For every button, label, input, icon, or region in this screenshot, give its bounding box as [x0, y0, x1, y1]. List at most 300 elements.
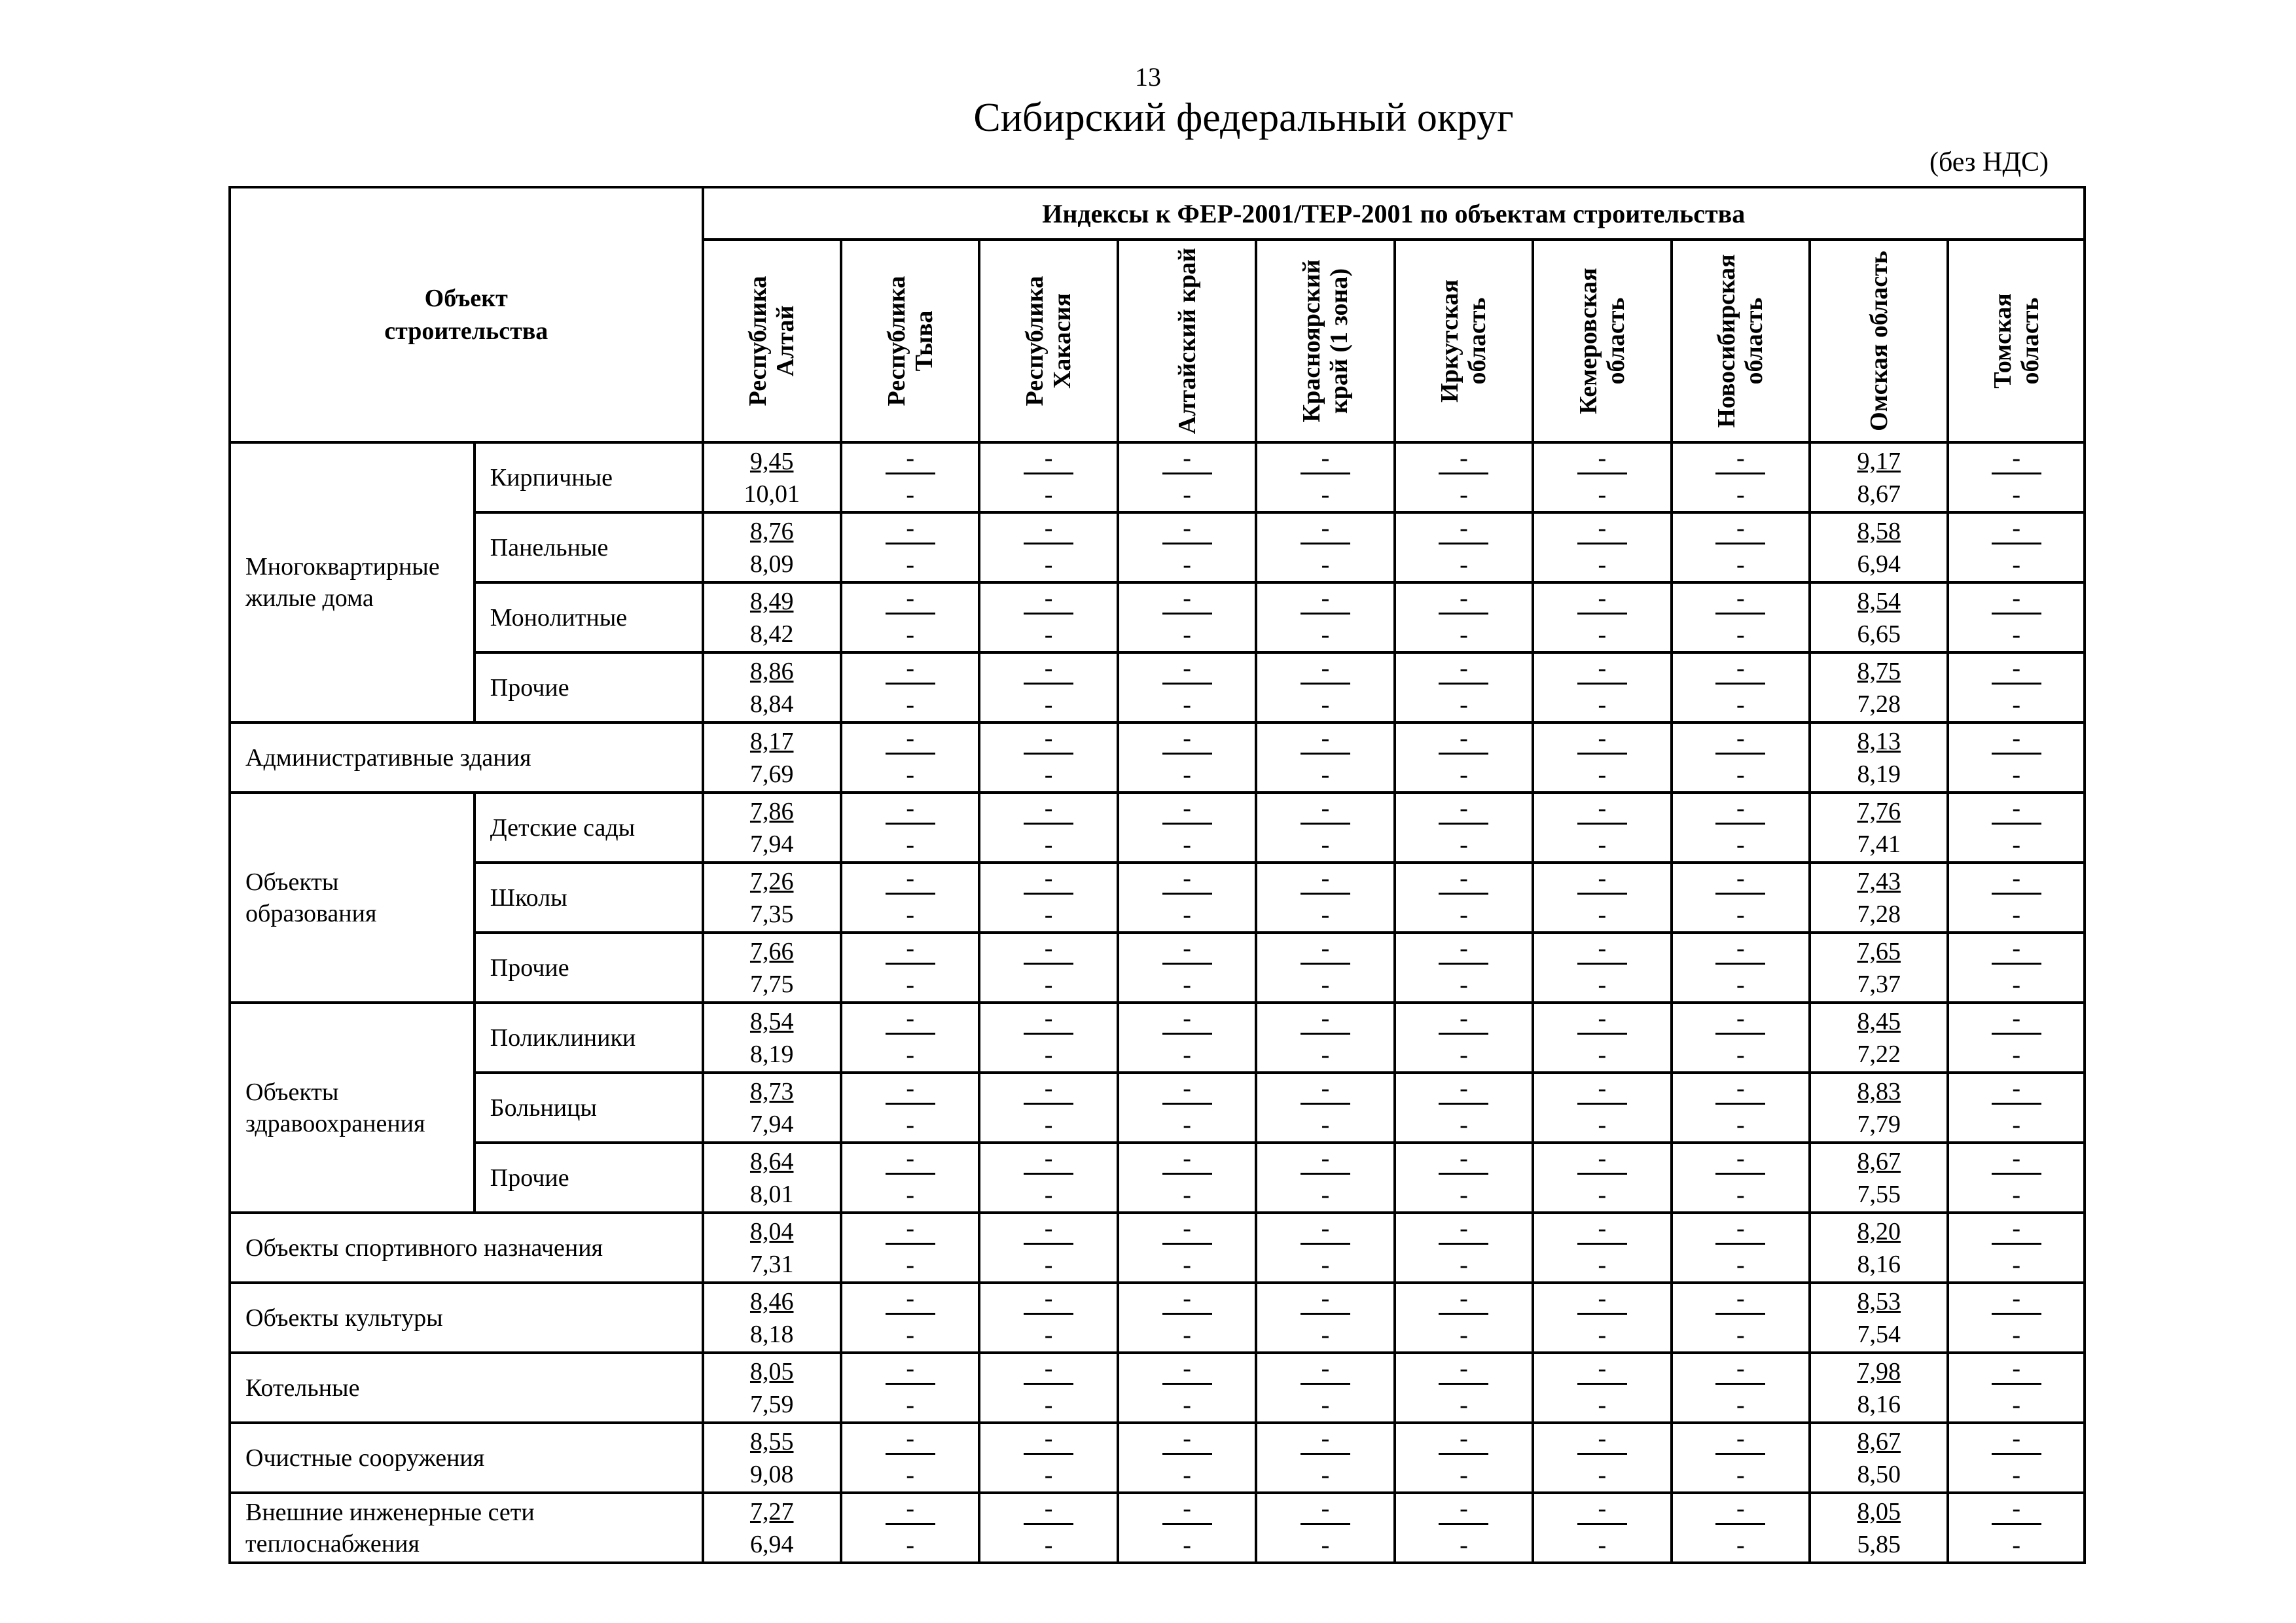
index-value-cell	[1118, 1493, 1256, 1563]
index-value-cell	[1118, 1213, 1256, 1283]
empty-value-bottom: -	[1183, 901, 1191, 929]
index-value-cell	[1810, 1493, 1948, 1563]
empty-value-top: -	[1024, 1424, 1073, 1455]
table-row	[230, 863, 2085, 933]
table-row	[230, 582, 2085, 652]
empty-value-top: -	[1439, 724, 1488, 755]
page-number: 13	[1135, 62, 1161, 92]
region-header-label	[1989, 243, 2044, 439]
region-name-line1: Республика	[882, 276, 910, 406]
empty-value-top: -	[1439, 514, 1488, 544]
index-value-top: 7,98	[1857, 1357, 1901, 1385]
table-header	[230, 187, 2085, 442]
object-subtype-label: Больницы	[475, 1073, 703, 1143]
index-value-cell	[1256, 442, 1394, 512]
index-value-cell	[1810, 1073, 1948, 1143]
object-subtype-label: Монолитные	[475, 582, 703, 652]
index-value-bottom: 7,79	[1857, 1110, 1901, 1138]
empty-value-top: -	[886, 444, 935, 474]
index-value-cell	[1948, 933, 2085, 1003]
index-value-cell	[1256, 652, 1394, 722]
index-value-cell	[1118, 652, 1256, 722]
empty-value-top: -	[1300, 444, 1350, 474]
empty-value-top: -	[1439, 794, 1488, 825]
empty-value-bottom: -	[1183, 831, 1191, 859]
empty-value-bottom: -	[1598, 1391, 1607, 1419]
index-value-cell	[841, 442, 979, 512]
index-value-cell	[1533, 1283, 1671, 1353]
empty-value-bottom: -	[1736, 1391, 1745, 1419]
empty-value-top: -	[1162, 1214, 1212, 1245]
empty-value-bottom: -	[906, 1391, 914, 1419]
object-subtype-label: Прочие	[475, 933, 703, 1003]
region-header-label	[1575, 243, 1630, 439]
index-value-bottom: 8,19	[749, 1040, 794, 1068]
object-group-label: Многоквартирные жилые дома	[230, 442, 475, 722]
empty-value-bottom: -	[1736, 901, 1745, 929]
object-subtype-label: Школы	[475, 863, 703, 933]
empty-value-bottom: -	[1736, 621, 1745, 649]
index-value-top: 8,83	[1857, 1077, 1901, 1105]
empty-value-bottom: -	[1321, 481, 1330, 508]
empty-value-top: -	[886, 1494, 935, 1525]
index-value-top: 8,54	[1857, 587, 1901, 615]
empty-value-top: -	[1577, 724, 1627, 755]
empty-value-bottom: -	[906, 691, 914, 719]
empty-value-bottom: -	[1321, 1461, 1330, 1489]
empty-value-bottom: -	[1044, 551, 1053, 579]
empty-value-top: -	[1577, 444, 1627, 474]
index-value-cell	[841, 652, 979, 722]
index-value-cell	[1672, 1493, 1810, 1563]
empty-value-top: -	[886, 1424, 935, 1455]
empty-value-bottom: -	[1321, 1041, 1330, 1069]
empty-value-bottom: -	[1321, 901, 1330, 929]
index-value-cell	[1533, 863, 1671, 933]
empty-value-bottom: -	[2012, 551, 2021, 579]
empty-value-bottom: -	[2012, 971, 2021, 999]
index-value-bottom: 7,35	[749, 900, 794, 928]
empty-value-top: -	[1715, 1214, 1765, 1245]
table-row	[230, 1073, 2085, 1143]
index-value-cell	[841, 933, 979, 1003]
index-value-cell	[703, 442, 841, 512]
empty-value-top: -	[886, 654, 935, 685]
empty-value-bottom: -	[1598, 1531, 1607, 1559]
object-subtype-label: Детские сады	[475, 793, 703, 863]
empty-value-bottom: -	[1321, 1181, 1330, 1209]
index-value-top: 8,04	[749, 1217, 794, 1245]
empty-value-top: -	[1162, 1144, 1212, 1175]
empty-value-bottom: -	[1598, 901, 1607, 929]
empty-value-top: -	[1439, 1214, 1488, 1245]
index-value-cell	[1672, 442, 1810, 512]
empty-value-bottom: -	[2012, 1111, 2021, 1139]
region-header	[1810, 240, 1948, 442]
empty-value-bottom: -	[1736, 551, 1745, 579]
empty-value-top: -	[886, 1284, 935, 1315]
empty-value-top: -	[1024, 794, 1073, 825]
empty-value-bottom: -	[906, 621, 914, 649]
empty-value-top: -	[1162, 584, 1212, 615]
empty-value-top: -	[1992, 1144, 2041, 1175]
index-value-cell	[1533, 1003, 1671, 1073]
region-name-line2: Алтай	[772, 305, 800, 377]
empty-value-top: -	[1024, 934, 1073, 965]
empty-value-bottom: -	[1460, 1391, 1468, 1419]
empty-value-bottom: -	[1183, 1111, 1191, 1139]
empty-value-top: -	[1439, 1494, 1488, 1525]
index-value-cell	[979, 863, 1117, 933]
index-value-cell	[703, 1423, 841, 1493]
index-value-cell	[1948, 722, 2085, 793]
index-value-cell	[1256, 1003, 1394, 1073]
empty-value-bottom: -	[1460, 1461, 1468, 1489]
empty-value-bottom: -	[1183, 691, 1191, 719]
index-value-cell	[1118, 1423, 1256, 1493]
empty-value-bottom: -	[1321, 551, 1330, 579]
object-type-label: Объекты спортивного назначения	[230, 1213, 703, 1283]
empty-value-bottom: -	[1598, 1111, 1607, 1139]
empty-value-bottom: -	[1044, 971, 1053, 999]
index-value-cell	[1672, 1143, 1810, 1213]
index-value-top: 8,76	[749, 517, 794, 545]
index-value-cell	[979, 793, 1117, 863]
empty-value-top: -	[1024, 654, 1073, 685]
index-value-cell	[1395, 722, 1533, 793]
empty-value-top: -	[1300, 794, 1350, 825]
index-value-cell	[1533, 652, 1671, 722]
empty-value-top: -	[1024, 864, 1073, 895]
empty-value-bottom: -	[1044, 621, 1053, 649]
index-value-cell	[1395, 582, 1533, 652]
empty-value-top: -	[1992, 1424, 2041, 1455]
index-value-cell	[1672, 722, 1810, 793]
empty-value-bottom: -	[906, 1111, 914, 1139]
index-value-cell	[703, 1143, 841, 1213]
index-value-cell	[1672, 582, 1810, 652]
index-value-bottom: 8,09	[749, 550, 794, 578]
index-value-cell	[1810, 1143, 1948, 1213]
empty-value-top: -	[1024, 514, 1073, 544]
empty-value-bottom: -	[1598, 691, 1607, 719]
index-value-cell	[841, 863, 979, 933]
index-value-bottom: 8,19	[1857, 760, 1901, 788]
empty-value-bottom: -	[1321, 761, 1330, 789]
index-value-cell	[1948, 1143, 2085, 1213]
empty-value-top: -	[1024, 1284, 1073, 1315]
index-value-cell	[1256, 1423, 1394, 1493]
empty-value-bottom: -	[1044, 1041, 1053, 1069]
index-value-cell	[979, 933, 1117, 1003]
empty-value-top: -	[1715, 1074, 1765, 1105]
index-value-cell	[1256, 1213, 1394, 1283]
index-value-top: 8,13	[1857, 727, 1901, 755]
empty-value-bottom: -	[1321, 1321, 1330, 1349]
index-value-cell	[1810, 722, 1948, 793]
index-value-top: 8,45	[1857, 1007, 1901, 1035]
empty-value-bottom: -	[1321, 621, 1330, 649]
index-value-cell	[1118, 722, 1256, 793]
empty-value-bottom: -	[906, 1461, 914, 1489]
index-value-cell	[1948, 512, 2085, 582]
region-header	[1118, 240, 1256, 442]
empty-value-bottom: -	[1460, 761, 1468, 789]
empty-value-top: -	[1992, 1074, 2041, 1105]
empty-value-bottom: -	[1044, 1111, 1053, 1139]
empty-value-bottom: -	[906, 1041, 914, 1069]
index-value-top: 8,46	[749, 1287, 794, 1315]
empty-value-top: -	[1162, 724, 1212, 755]
index-value-cell	[841, 1003, 979, 1073]
empty-value-bottom: -	[1044, 901, 1053, 929]
index-value-top: 7,26	[749, 867, 794, 895]
empty-value-bottom: -	[1598, 971, 1607, 999]
index-value-cell	[1810, 1003, 1948, 1073]
index-value-cell	[1533, 793, 1671, 863]
empty-value-top: -	[1439, 934, 1488, 965]
empty-value-bottom: -	[1736, 1181, 1745, 1209]
empty-value-top: -	[886, 1144, 935, 1175]
index-value-cell	[841, 512, 979, 582]
table-body	[230, 442, 2085, 1563]
index-value-top: 7,27	[749, 1497, 794, 1525]
empty-value-bottom: -	[906, 551, 914, 579]
index-value-cell	[1533, 442, 1671, 512]
index-value-cell	[1810, 793, 1948, 863]
region-name-line1: Новосибирская	[1713, 254, 1741, 428]
index-value-cell	[1395, 1283, 1533, 1353]
empty-value-top: -	[1715, 1144, 1765, 1175]
empty-value-bottom: -	[1598, 1461, 1607, 1489]
index-value-cell	[1118, 1353, 1256, 1423]
empty-value-top: -	[1992, 794, 2041, 825]
index-value-cell	[1118, 442, 1256, 512]
unit-note: (без НДС)	[1929, 147, 2049, 177]
empty-value-bottom: -	[1183, 621, 1191, 649]
empty-value-top: -	[1992, 584, 2041, 615]
object-header	[230, 187, 703, 442]
empty-value-top: -	[886, 1354, 935, 1385]
index-value-cell	[703, 933, 841, 1003]
index-value-cell	[703, 512, 841, 582]
object-type-label: Объекты культуры	[230, 1283, 703, 1353]
region-header	[841, 240, 979, 442]
region-name-line2: область	[2016, 297, 2044, 385]
index-value-cell	[1948, 652, 2085, 722]
index-value-cell	[1948, 582, 2085, 652]
index-value-top: 8,67	[1857, 1427, 1901, 1455]
empty-value-top: -	[1024, 1494, 1073, 1525]
index-value-cell	[1672, 1353, 1810, 1423]
index-value-top: 8,55	[749, 1427, 794, 1455]
empty-value-top: -	[1439, 864, 1488, 895]
empty-value-top: -	[1162, 514, 1212, 544]
region-name-line1: Омская область	[1865, 251, 1893, 431]
empty-value-top: -	[1992, 1354, 2041, 1385]
empty-value-top: -	[1024, 1074, 1073, 1105]
empty-value-bottom: -	[1736, 1461, 1745, 1489]
object-subtype-label: Панельные	[475, 512, 703, 582]
empty-value-top: -	[1577, 1354, 1627, 1385]
empty-value-bottom: -	[1736, 831, 1745, 859]
empty-value-top: -	[886, 514, 935, 544]
empty-value-bottom: -	[1598, 1181, 1607, 1209]
empty-value-top: -	[1577, 1144, 1627, 1175]
index-value-cell	[979, 1073, 1117, 1143]
index-value-cell	[1948, 442, 2085, 512]
index-value-cell	[1948, 1073, 2085, 1143]
empty-value-bottom: -	[1183, 971, 1191, 999]
empty-value-top: -	[1162, 1074, 1212, 1105]
index-value-cell	[841, 1143, 979, 1213]
empty-value-top: -	[1300, 934, 1350, 965]
empty-value-top: -	[1992, 724, 2041, 755]
empty-value-bottom: -	[1183, 1321, 1191, 1349]
empty-value-top: -	[1992, 1284, 2041, 1315]
index-value-cell	[703, 582, 841, 652]
index-value-cell	[1256, 1283, 1394, 1353]
object-type-label: Очистные сооружения	[230, 1423, 703, 1493]
empty-value-top: -	[886, 1004, 935, 1035]
index-value-cell	[1395, 1143, 1533, 1213]
object-subtype-label: Прочие	[475, 1143, 703, 1213]
empty-value-bottom: -	[1598, 831, 1607, 859]
empty-value-bottom: -	[1321, 1251, 1330, 1279]
index-value-cell	[979, 1353, 1117, 1423]
empty-value-bottom: -	[1044, 1251, 1053, 1279]
index-value-top: 9,45	[749, 447, 794, 475]
object-subtype-label: Прочие	[475, 652, 703, 722]
empty-value-bottom: -	[1460, 1251, 1468, 1279]
index-value-cell	[1118, 1283, 1256, 1353]
region-header-label	[1298, 243, 1353, 439]
indices-group-header: Индексы к ФЕР-2001/ТЕР-2001 по объектам строительства	[703, 187, 2085, 240]
index-value-cell	[841, 1493, 979, 1563]
index-value-cell	[1810, 512, 1948, 582]
region-header-label	[1021, 243, 1076, 439]
index-table	[228, 186, 2086, 1564]
region-header-label	[1436, 243, 1491, 439]
index-value-cell	[1948, 1493, 2085, 1563]
empty-value-top: -	[1300, 514, 1350, 544]
index-value-top: 8,54	[749, 1007, 794, 1035]
index-value-cell	[1810, 442, 1948, 512]
index-value-bottom: 7,54	[1857, 1320, 1901, 1348]
index-value-cell	[1395, 1213, 1533, 1283]
region-name-line1: Красноярский	[1297, 259, 1325, 423]
empty-value-bottom: -	[1183, 1251, 1191, 1279]
empty-value-top: -	[1439, 1074, 1488, 1105]
empty-value-bottom: -	[1736, 1531, 1745, 1559]
index-value-bottom: 8,18	[749, 1320, 794, 1348]
index-value-bottom: 7,94	[749, 830, 794, 858]
index-value-bottom: 7,94	[749, 1110, 794, 1138]
empty-value-top: -	[1439, 654, 1488, 685]
empty-value-bottom: -	[1736, 1251, 1745, 1279]
empty-value-top: -	[1162, 654, 1212, 685]
index-value-cell	[1533, 1493, 1671, 1563]
empty-value-top: -	[1300, 1284, 1350, 1315]
empty-value-top: -	[1715, 934, 1765, 965]
empty-value-bottom: -	[1044, 1461, 1053, 1489]
index-value-cell	[1256, 933, 1394, 1003]
object-type-label: Внешние инженерные сети теплоснабжения	[230, 1493, 703, 1563]
empty-value-top: -	[1162, 934, 1212, 965]
empty-value-bottom: -	[1460, 481, 1468, 508]
region-name-line1: Республика	[1021, 276, 1049, 406]
empty-value-top: -	[1577, 1214, 1627, 1245]
index-value-bottom: 6,65	[1857, 620, 1901, 648]
index-value-cell	[1533, 1423, 1671, 1493]
empty-value-bottom: -	[1598, 1321, 1607, 1349]
region-name-line1: Республика	[744, 276, 772, 406]
index-value-cell	[703, 1283, 841, 1353]
empty-value-bottom: -	[1183, 1041, 1191, 1069]
index-value-cell	[979, 652, 1117, 722]
empty-value-top: -	[1024, 1144, 1073, 1175]
index-value-cell	[1395, 933, 1533, 1003]
index-value-cell	[1118, 512, 1256, 582]
index-value-top: 8,67	[1857, 1147, 1901, 1175]
index-value-bottom: 8,16	[1857, 1390, 1901, 1418]
index-value-cell	[841, 1283, 979, 1353]
empty-value-bottom: -	[1044, 691, 1053, 719]
index-value-cell	[1118, 793, 1256, 863]
empty-value-bottom: -	[1044, 1391, 1053, 1419]
empty-value-top: -	[1577, 934, 1627, 965]
empty-value-top: -	[1024, 1354, 1073, 1385]
index-value-top: 8,75	[1857, 657, 1901, 685]
empty-value-bottom: -	[1044, 831, 1053, 859]
index-value-cell	[1395, 1423, 1533, 1493]
empty-value-bottom: -	[2012, 1041, 2021, 1069]
empty-value-top: -	[886, 724, 935, 755]
index-value-cell	[1810, 1283, 1948, 1353]
empty-value-top: -	[1162, 1354, 1212, 1385]
index-value-cell	[1810, 1353, 1948, 1423]
index-value-cell	[979, 1213, 1117, 1283]
index-value-cell	[1118, 1003, 1256, 1073]
index-value-cell	[1256, 793, 1394, 863]
empty-value-top: -	[1300, 1144, 1350, 1175]
index-value-cell	[1533, 722, 1671, 793]
empty-value-bottom: -	[1736, 1111, 1745, 1139]
empty-value-bottom: -	[1598, 761, 1607, 789]
index-value-bottom: 8,67	[1857, 480, 1901, 508]
empty-value-bottom: -	[1460, 831, 1468, 859]
empty-value-bottom: -	[906, 761, 914, 789]
index-value-top: 8,64	[749, 1147, 794, 1175]
empty-value-bottom: -	[1460, 1041, 1468, 1069]
region-header	[703, 240, 841, 442]
empty-value-bottom: -	[2012, 1461, 2021, 1489]
empty-value-top: -	[1300, 1074, 1350, 1105]
empty-value-top: -	[1992, 1004, 2041, 1035]
empty-value-top: -	[1162, 444, 1212, 474]
index-value-cell	[1672, 933, 1810, 1003]
empty-value-bottom: -	[2012, 481, 2021, 508]
index-value-cell	[841, 1213, 979, 1283]
empty-value-bottom: -	[1736, 971, 1745, 999]
index-value-cell	[1256, 1353, 1394, 1423]
empty-value-top: -	[1162, 794, 1212, 825]
index-value-cell	[1256, 722, 1394, 793]
empty-value-top: -	[1300, 864, 1350, 895]
index-value-bottom: 7,22	[1857, 1040, 1901, 1068]
empty-value-top: -	[1300, 584, 1350, 615]
index-value-cell	[1672, 652, 1810, 722]
